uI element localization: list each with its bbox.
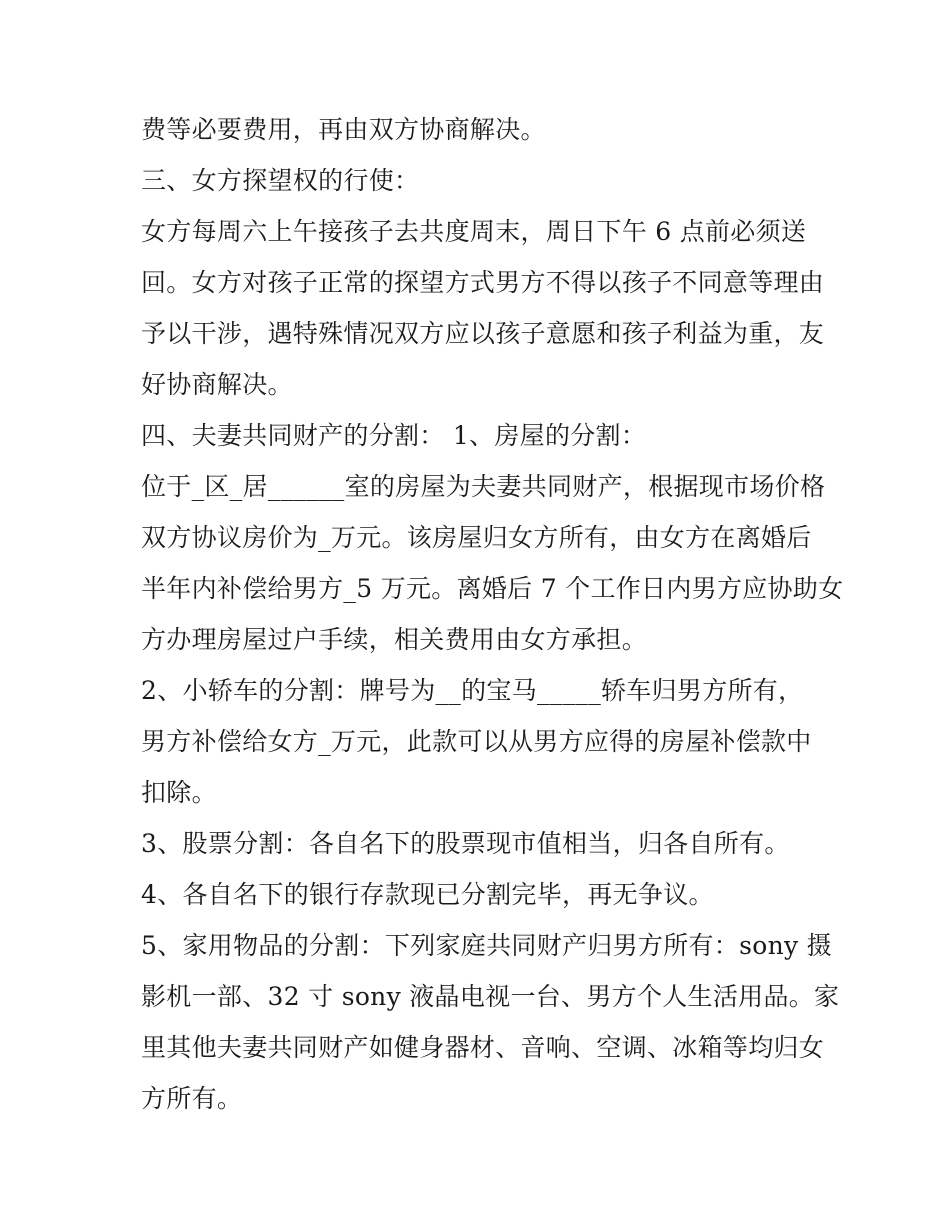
list-item: 4、各自名下的银行存款现已分割完毕，再无争议。 — [141, 880, 714, 909]
text-line: 男方补偿给女方_万元，此款可以从男方应得的房屋补偿款中 — [141, 727, 812, 756]
document-body — [141, 104, 844, 1124]
list-item: 5、家用物品的分割：下列家庭共同财产归男方所有：sony 摄 — [141, 931, 832, 960]
text-line: 予以干涉，遇特殊情况双方应以孩子意愿和孩子利益为重，友 — [141, 319, 825, 348]
list-item: 2、小轿车的分割：牌号为__的宝马_____轿车归男方所有， — [141, 676, 804, 705]
section-heading: 三、女方探望权的行使： — [141, 166, 420, 195]
text-line: 影机一部、32 寸 sony 液晶电视一台、男方个人生活用品。家 — [141, 982, 840, 1011]
text-line: 好协商解决。 — [141, 370, 293, 399]
text-line: 位于_区_居______室的房屋为夫妻共同财产，根据现市场价格 — [141, 472, 826, 501]
text-line: 回。女方对孩子正常的探望方式男方不得以孩子不同意等理由 — [141, 268, 825, 297]
text-line: 里其他夫妻共同财产如健身器材、音响、空调、冰箱等均归女 — [141, 1033, 825, 1062]
text-line: 半年内补偿给男方_5 万元。离婚后 7 个工作日内男方应协助女 — [141, 574, 844, 603]
text-line: 女方每周六上午接孩子去共度周末，周日下午 6 点前必须送 — [141, 217, 807, 246]
text-line: 方所有。 — [141, 1084, 243, 1113]
text-line: 扣除。 — [141, 778, 217, 807]
text-line: 费等必要费用，再由双方协商解决。 — [141, 115, 546, 144]
text-line: 方办理房屋过户手续，相关费用由女方承担。 — [141, 625, 648, 654]
list-item: 3、股票分割：各自名下的股票现市值相当，归各自所有。 — [141, 829, 790, 858]
text-line: 双方协议房价为_万元。该房屋归女方所有，由女方在离婚后 — [141, 523, 812, 552]
section-heading: 四、夫妻共同财产的分割： 1、房屋的分割： — [141, 421, 647, 450]
